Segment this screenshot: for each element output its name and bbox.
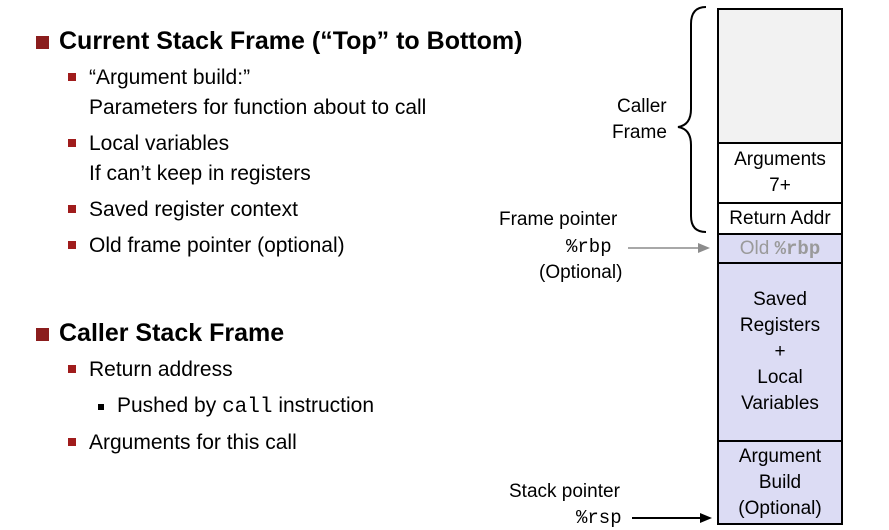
bullet-argument-build-detail: Parameters for function about to call <box>89 96 427 119</box>
stack-pointer-arrow <box>632 511 714 525</box>
saved-line-4: Local <box>757 367 803 388</box>
section-title-current-frame: Current Stack Frame (“Top” to Bottom) <box>59 27 523 55</box>
bullet-marker <box>68 139 76 147</box>
bullet-marker <box>68 438 76 446</box>
argbuild-line-1: Argument <box>738 445 822 467</box>
old-rbp-prefix: Old <box>739 237 775 259</box>
return-addr-label: Return Addr <box>729 207 831 229</box>
caller-frame-label-1: Caller <box>617 96 667 117</box>
caller-frame-label-2: Frame <box>612 122 667 143</box>
saved-line-2: Registers <box>739 315 821 336</box>
section-title-caller-frame: Caller Stack Frame <box>59 319 285 347</box>
saved-line-5: Variables <box>741 393 819 414</box>
stack-box-argument-build <box>717 440 843 525</box>
argbuild-line-2: Build <box>758 471 802 493</box>
call-keyword: call <box>222 396 273 419</box>
old-rbp-register: %rbp <box>774 237 821 260</box>
bullet-marker <box>68 365 76 373</box>
stack-box-return-addr <box>717 202 843 235</box>
section-bullet <box>36 328 49 341</box>
bullet-marker <box>68 73 76 81</box>
stack-box-arguments <box>717 142 843 204</box>
frame-pointer-note: (Optional) <box>539 262 623 283</box>
bullet-argument-build: “Argument build:” <box>89 66 251 89</box>
sub-bullet-marker <box>98 404 104 410</box>
frame-pointer-register: %rbp <box>566 236 612 258</box>
bullet-marker <box>68 241 76 249</box>
bullet-return-address: Return address <box>89 358 233 381</box>
frame-pointer-label: Frame pointer <box>499 209 618 230</box>
arguments-label: Arguments <box>734 149 826 170</box>
bullet-old-frame-pointer: Old frame pointer (optional) <box>89 234 345 257</box>
bullet-arguments-for-call: Arguments for this call <box>89 431 297 454</box>
sub-bullet-pushed-by-call <box>117 394 374 419</box>
sub-bullet-prefix: Pushed by <box>117 394 223 417</box>
bullet-marker <box>68 205 76 213</box>
stack-pointer-label: Stack pointer <box>509 481 620 502</box>
sub-bullet-suffix: instruction <box>272 394 375 417</box>
arguments-count: 7+ <box>769 175 791 196</box>
bullet-local-variables: Local variables <box>89 132 230 155</box>
saved-line-1: Saved <box>753 289 807 310</box>
frame-pointer-arrow <box>628 241 712 255</box>
saved-line-3: + <box>774 341 786 362</box>
bullet-local-variables-detail: If can’t keep in registers <box>89 162 311 185</box>
section-bullet <box>36 36 49 49</box>
argbuild-line-3: (Optional) <box>738 497 822 519</box>
stack-box-caller-upper <box>717 8 843 144</box>
stack-pointer-register: %rsp <box>576 507 622 529</box>
stack-box-old-rbp <box>717 233 843 264</box>
bullet-saved-register-context: Saved register context <box>89 198 298 221</box>
stack-box-saved-registers <box>717 262 843 442</box>
caller-frame-brace <box>672 4 712 236</box>
